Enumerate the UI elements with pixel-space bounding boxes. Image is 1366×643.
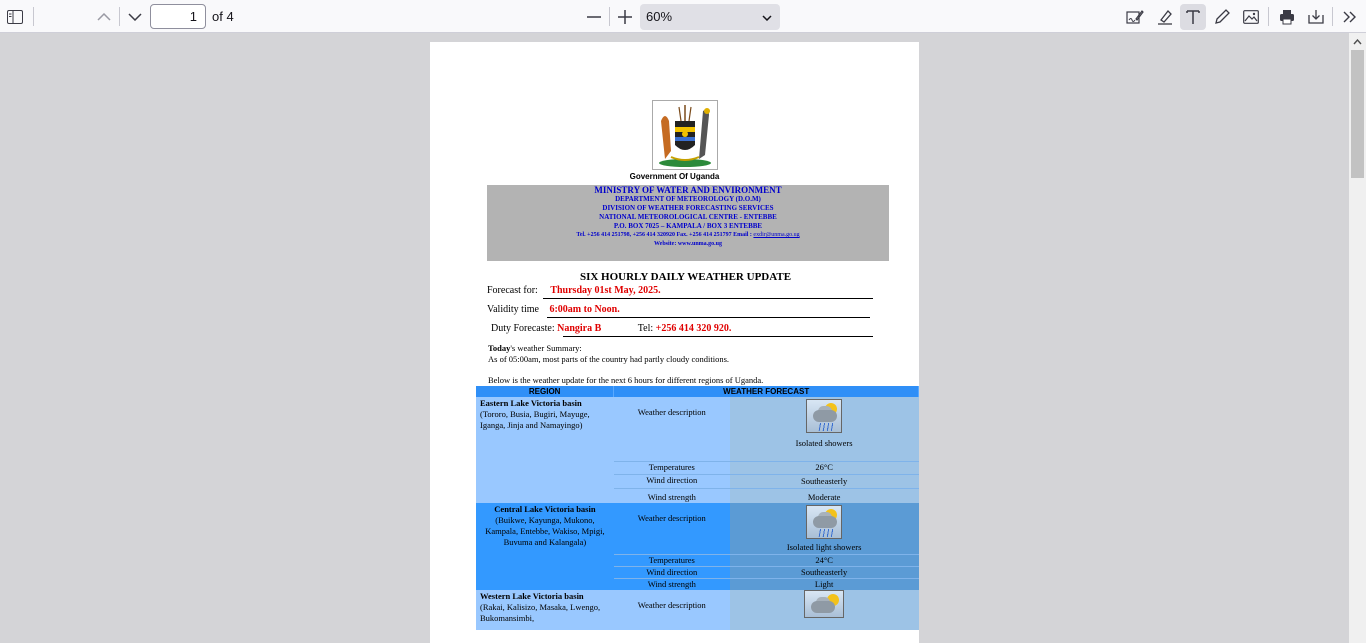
partly-cloudy-icon: [804, 590, 844, 618]
column-header-region: REGION: [476, 386, 614, 397]
summary-title-rest: 's weather Summary:: [510, 343, 582, 353]
isolated-light-showers-icon: [806, 505, 842, 539]
ministry-line: NATIONAL METEOROLOGICAL CENTRE - ENTEBBE: [599, 213, 777, 221]
forecast-for-label: Forecast for:: [487, 285, 538, 296]
temperature-value: 26°C: [730, 461, 919, 474]
wind-direction-label: Wind direction: [614, 474, 730, 488]
more-tools-button[interactable]: [1337, 4, 1363, 30]
region-areas: (Buikwe, Kayunga, Mukono, Kampala, Entebbe, Wakiso, Mpigi, Buvuma and Kalangala): [485, 515, 605, 547]
printer-icon: [1279, 9, 1295, 25]
description-cell: [730, 590, 919, 630]
download-icon: [1308, 9, 1324, 25]
temperatures-label: Temperatures: [614, 461, 730, 474]
chevron-up-icon: [97, 13, 111, 21]
wind-strength-value: Light: [730, 578, 919, 590]
region-cell: [476, 503, 614, 590]
region-areas: (Rakai, Kalisizo, Masaka, Lwengo, Bukomansimbi,: [480, 602, 601, 623]
pdf-page: [430, 42, 919, 643]
page-number-input[interactable]: 1: [150, 4, 206, 29]
forecast-for-value: Thursday 01st May, 2025.: [550, 285, 661, 296]
tel-value: +256 414 320 920.: [655, 323, 732, 334]
contact-tel: Tel. +256 414 251798, +256 414 320920 Fax. +256 414 251797 Email :: [576, 232, 754, 238]
summary-text: As of 05:00am, most parts of the country had partly cloudy conditions.: [488, 354, 730, 364]
minus-icon: [587, 16, 601, 18]
text-icon: [1185, 9, 1201, 25]
isolated-showers-icon: [806, 399, 842, 433]
vertical-scrollbar[interactable]: [1349, 33, 1366, 643]
wind-strength-value: Moderate: [730, 488, 919, 503]
scroll-up-arrow-icon[interactable]: [1349, 33, 1366, 50]
document-title: SIX HOURLY DAILY WEATHER UPDATE: [579, 271, 792, 283]
description-value: Isolated showers: [795, 438, 853, 448]
validity-time-line: [487, 304, 620, 315]
website-line: Website: www.unma.go.ug: [653, 241, 722, 247]
wind-direction-value: Southeasterly: [730, 566, 919, 578]
temperatures-label: Temperatures: [614, 554, 730, 566]
page-total-label: of 4: [212, 9, 234, 24]
table-row: [476, 397, 919, 461]
sidebar-toggle-icon[interactable]: [2, 4, 28, 30]
table-row: [476, 590, 919, 630]
description-cell: [730, 503, 919, 554]
chevron-down-icon: [128, 13, 142, 21]
zoom-select[interactable]: [640, 4, 780, 30]
print-button[interactable]: [1274, 4, 1300, 30]
ministry-line: DEPARTMENT OF METEOROLOGY (D.O.M): [615, 195, 761, 203]
region-areas: (Tororo, Busia, Bugiri, Mayuge, Iganga, Jinja and Namayingo): [480, 409, 590, 430]
next-page-button[interactable]: [122, 4, 148, 30]
double-chevron-right-icon: [1343, 11, 1357, 23]
duty-value: Nangira B: [557, 323, 602, 334]
pdf-toolbar: [0, 0, 1366, 33]
description-label: Weather description: [614, 503, 730, 554]
description-label: Weather description: [614, 590, 730, 630]
wind-strength-label: Wind strength: [614, 578, 730, 590]
pdf-viewer-area[interactable]: [0, 33, 1349, 643]
tel-label: Tel:: [637, 323, 654, 334]
temperature-value: 24°C: [730, 554, 919, 566]
description-value: Isolated light showers: [786, 542, 862, 552]
toolbar-separator: [33, 7, 34, 26]
uganda-coat-of-arms-image: [652, 100, 718, 170]
zoom-out-button[interactable]: [581, 4, 607, 30]
scrollbar-thumb[interactable]: [1351, 50, 1364, 178]
ministry-header-block: [487, 185, 889, 261]
text-tool-button[interactable]: [1180, 4, 1206, 30]
chevron-down-icon: [762, 4, 772, 30]
region-cell: [476, 397, 614, 503]
toolbar-separator: [119, 7, 120, 26]
image-icon: [1243, 10, 1259, 24]
ministry-line: DIVISION OF WEATHER FORECASTING SERVICES: [602, 204, 774, 212]
wind-strength-label: Wind strength: [614, 488, 730, 503]
highlight-button[interactable]: [1152, 4, 1178, 30]
validity-label: Validity time: [487, 304, 539, 315]
toolbar-separator: [609, 7, 610, 26]
save-button[interactable]: [1303, 4, 1329, 30]
description-label: Weather description: [614, 397, 730, 461]
table-row: [476, 503, 919, 554]
forecast-for-line: [487, 285, 661, 296]
wind-direction-value: Southeasterly: [730, 474, 919, 488]
ministry-line: P.O. BOX 7025 – KAMPALA / BOX 3 ENTEBBE: [613, 222, 763, 230]
ask-ai-signature-button[interactable]: [1122, 4, 1148, 30]
description-cell: [730, 397, 919, 461]
add-image-button[interactable]: [1238, 4, 1264, 30]
duty-forecaster-line: [491, 323, 731, 334]
weather-summary: [488, 343, 729, 365]
forecast-table: [476, 386, 919, 630]
region-name: Central Lake Victoria basin: [494, 504, 596, 514]
table-header-row: [476, 386, 919, 397]
region-name: Western Lake Victoria basin: [480, 591, 584, 601]
signature-icon: [1126, 9, 1144, 25]
validity-value: 6:00am to Noon.: [549, 304, 620, 315]
contact-email-link[interactable]: exdir@unma.go.ug: [753, 232, 800, 238]
region-cell: [476, 590, 614, 630]
toolbar-separator: [1268, 7, 1269, 26]
summary-title-bold: Today: [488, 343, 511, 353]
wind-direction-label: Wind direction: [614, 566, 730, 578]
plus-icon: [618, 10, 632, 24]
government-heading: Government Of Uganda: [629, 172, 720, 181]
zoom-value: 60%: [646, 9, 673, 24]
previous-page-button[interactable]: [91, 4, 117, 30]
toolbar-separator: [1332, 7, 1333, 26]
pen-icon: [1214, 9, 1230, 25]
highlighter-icon: [1157, 9, 1173, 25]
zoom-in-button[interactable]: [612, 4, 638, 30]
update-intro-text: Below is the weather update for the next 6 hours for different regions of Uganda.: [488, 375, 764, 385]
duty-label: Duty Forecaste:: [491, 323, 555, 334]
draw-button[interactable]: [1209, 4, 1235, 30]
region-name: Eastern Lake Victoria basin: [480, 398, 582, 408]
column-header-forecast: WEATHER FORECAST: [614, 386, 919, 397]
ministry-line: MINISTRY OF WATER AND ENVIRONMENT: [594, 185, 782, 195]
